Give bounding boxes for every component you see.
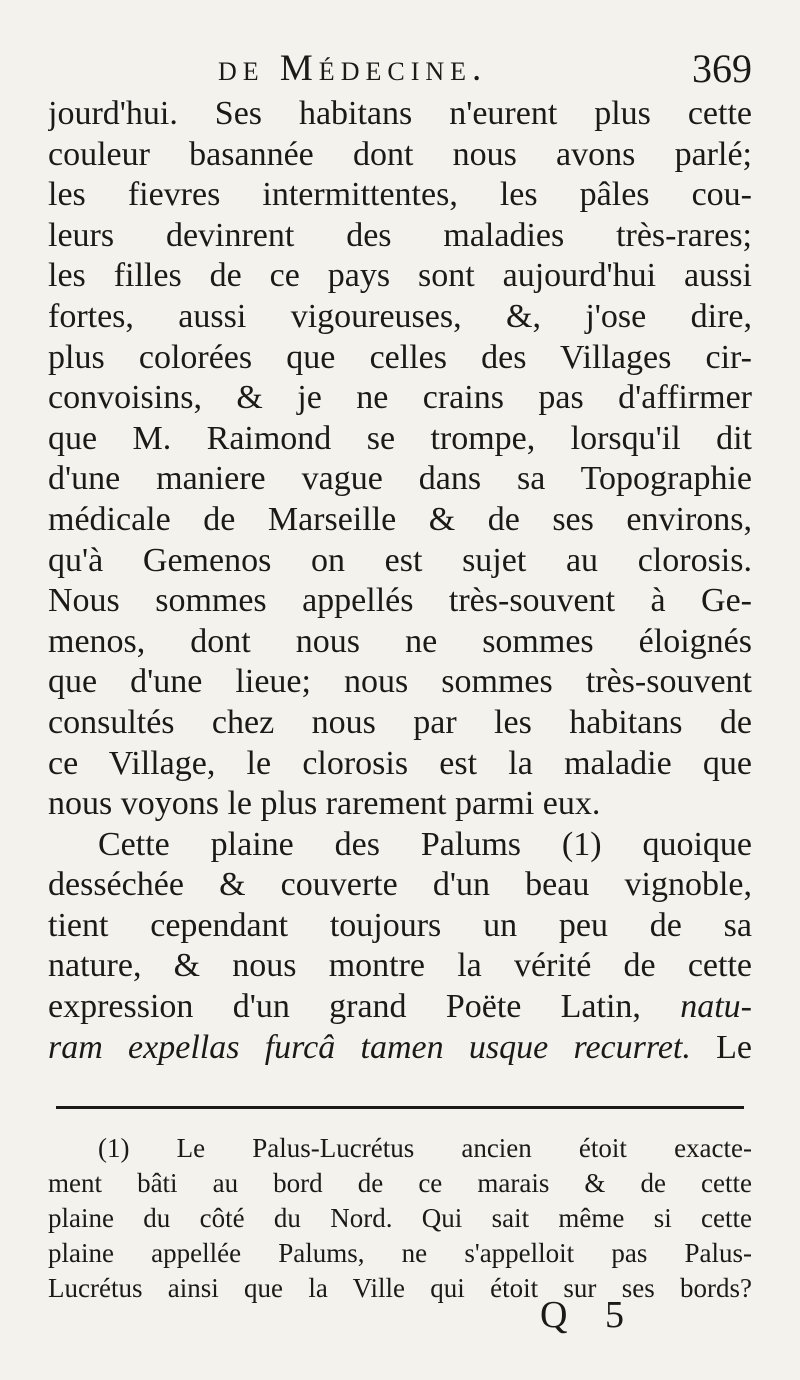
footnote xyxy=(48,1131,752,1306)
text-line-mixed xyxy=(48,987,752,1028)
text-line: nature, & nous montre la vérité de cette xyxy=(48,947,752,985)
footnote-line: ment bâti au bord de ce marais & de cette xyxy=(48,1168,752,1199)
text-line: desséchée & couverte d'un beau vignoble, xyxy=(48,866,752,904)
footnote-line: plaine du côté du Nord. Qui sait même si cette xyxy=(48,1203,752,1234)
text-line: que M. Raimond se trompe, lorsqu'il dit xyxy=(48,419,752,457)
page-header xyxy=(48,44,752,94)
running-head: de Médecine. xyxy=(218,48,488,89)
footnote-line: Lucrétus ainsi que la Ville qui étoit sur ses bords? xyxy=(48,1273,752,1304)
text-roman: expression d'un grand Poëte Latin, xyxy=(48,988,641,1026)
text-line: médicale de Marseille & de ses environs, xyxy=(48,500,752,538)
text-line: plus colorées que celles des Villages cir- xyxy=(48,338,752,376)
text-line: les filles de ce pays sont aujourd'hui aussi xyxy=(48,257,752,295)
text-line: jourd'hui. Ses habitans n'eurent plus cette xyxy=(48,95,752,132)
main-text xyxy=(48,94,752,1068)
page-number: 369 xyxy=(692,46,752,91)
text-line: menos, dont nous ne sommes éloignés xyxy=(48,622,752,660)
text-italic-latin: ram expellas furcâ tamen usque recurret. xyxy=(48,1028,691,1066)
text-line: que d'une lieue; nous sommes très-souvent xyxy=(48,663,752,701)
footnote-line: plaine appellée Palums, ne s'appelloit pas Palus- xyxy=(48,1238,752,1269)
text-line: fortes, aussi vigoureuses, &, j'ose dire, xyxy=(48,297,752,335)
signature-mark: Q 5 xyxy=(540,1294,638,1336)
text-line: les fievres intermittentes, les pâles cou- xyxy=(48,176,752,214)
text-italic-latin: natu- xyxy=(680,988,752,1026)
text-line: Nous sommes appellés très-souvent à Ge- xyxy=(48,582,752,620)
text-line: ce Village, le clorosis est la maladie que xyxy=(48,744,752,782)
text-line: qu'à Gemenos on est sujet au clorosis. xyxy=(48,541,752,579)
text-line: d'une maniere vague dans sa Topographie xyxy=(48,460,752,498)
footnote-rule xyxy=(56,1106,744,1109)
text-line: leurs devinrent des maladies très-rares; xyxy=(48,216,752,254)
text-line: consultés chez nous par les habitans de xyxy=(48,703,752,741)
text-roman: Le xyxy=(716,1028,752,1066)
text-line: couleur basannée dont nous avons parlé; xyxy=(48,135,752,173)
text-line: tient cependant toujours un peu de sa xyxy=(48,906,752,944)
footnote-line: (1) Le Palus-Lucrétus ancien étoit exacte- xyxy=(98,1133,752,1164)
text-line-mixed xyxy=(48,1028,752,1069)
text-line: Cette plaine des Palums (1) quoique xyxy=(98,825,752,863)
text-line: nous voyons le plus rarement parmi eux. xyxy=(48,785,601,823)
text-line: convoisins, & je ne crains pas d'affirmer xyxy=(48,379,752,417)
